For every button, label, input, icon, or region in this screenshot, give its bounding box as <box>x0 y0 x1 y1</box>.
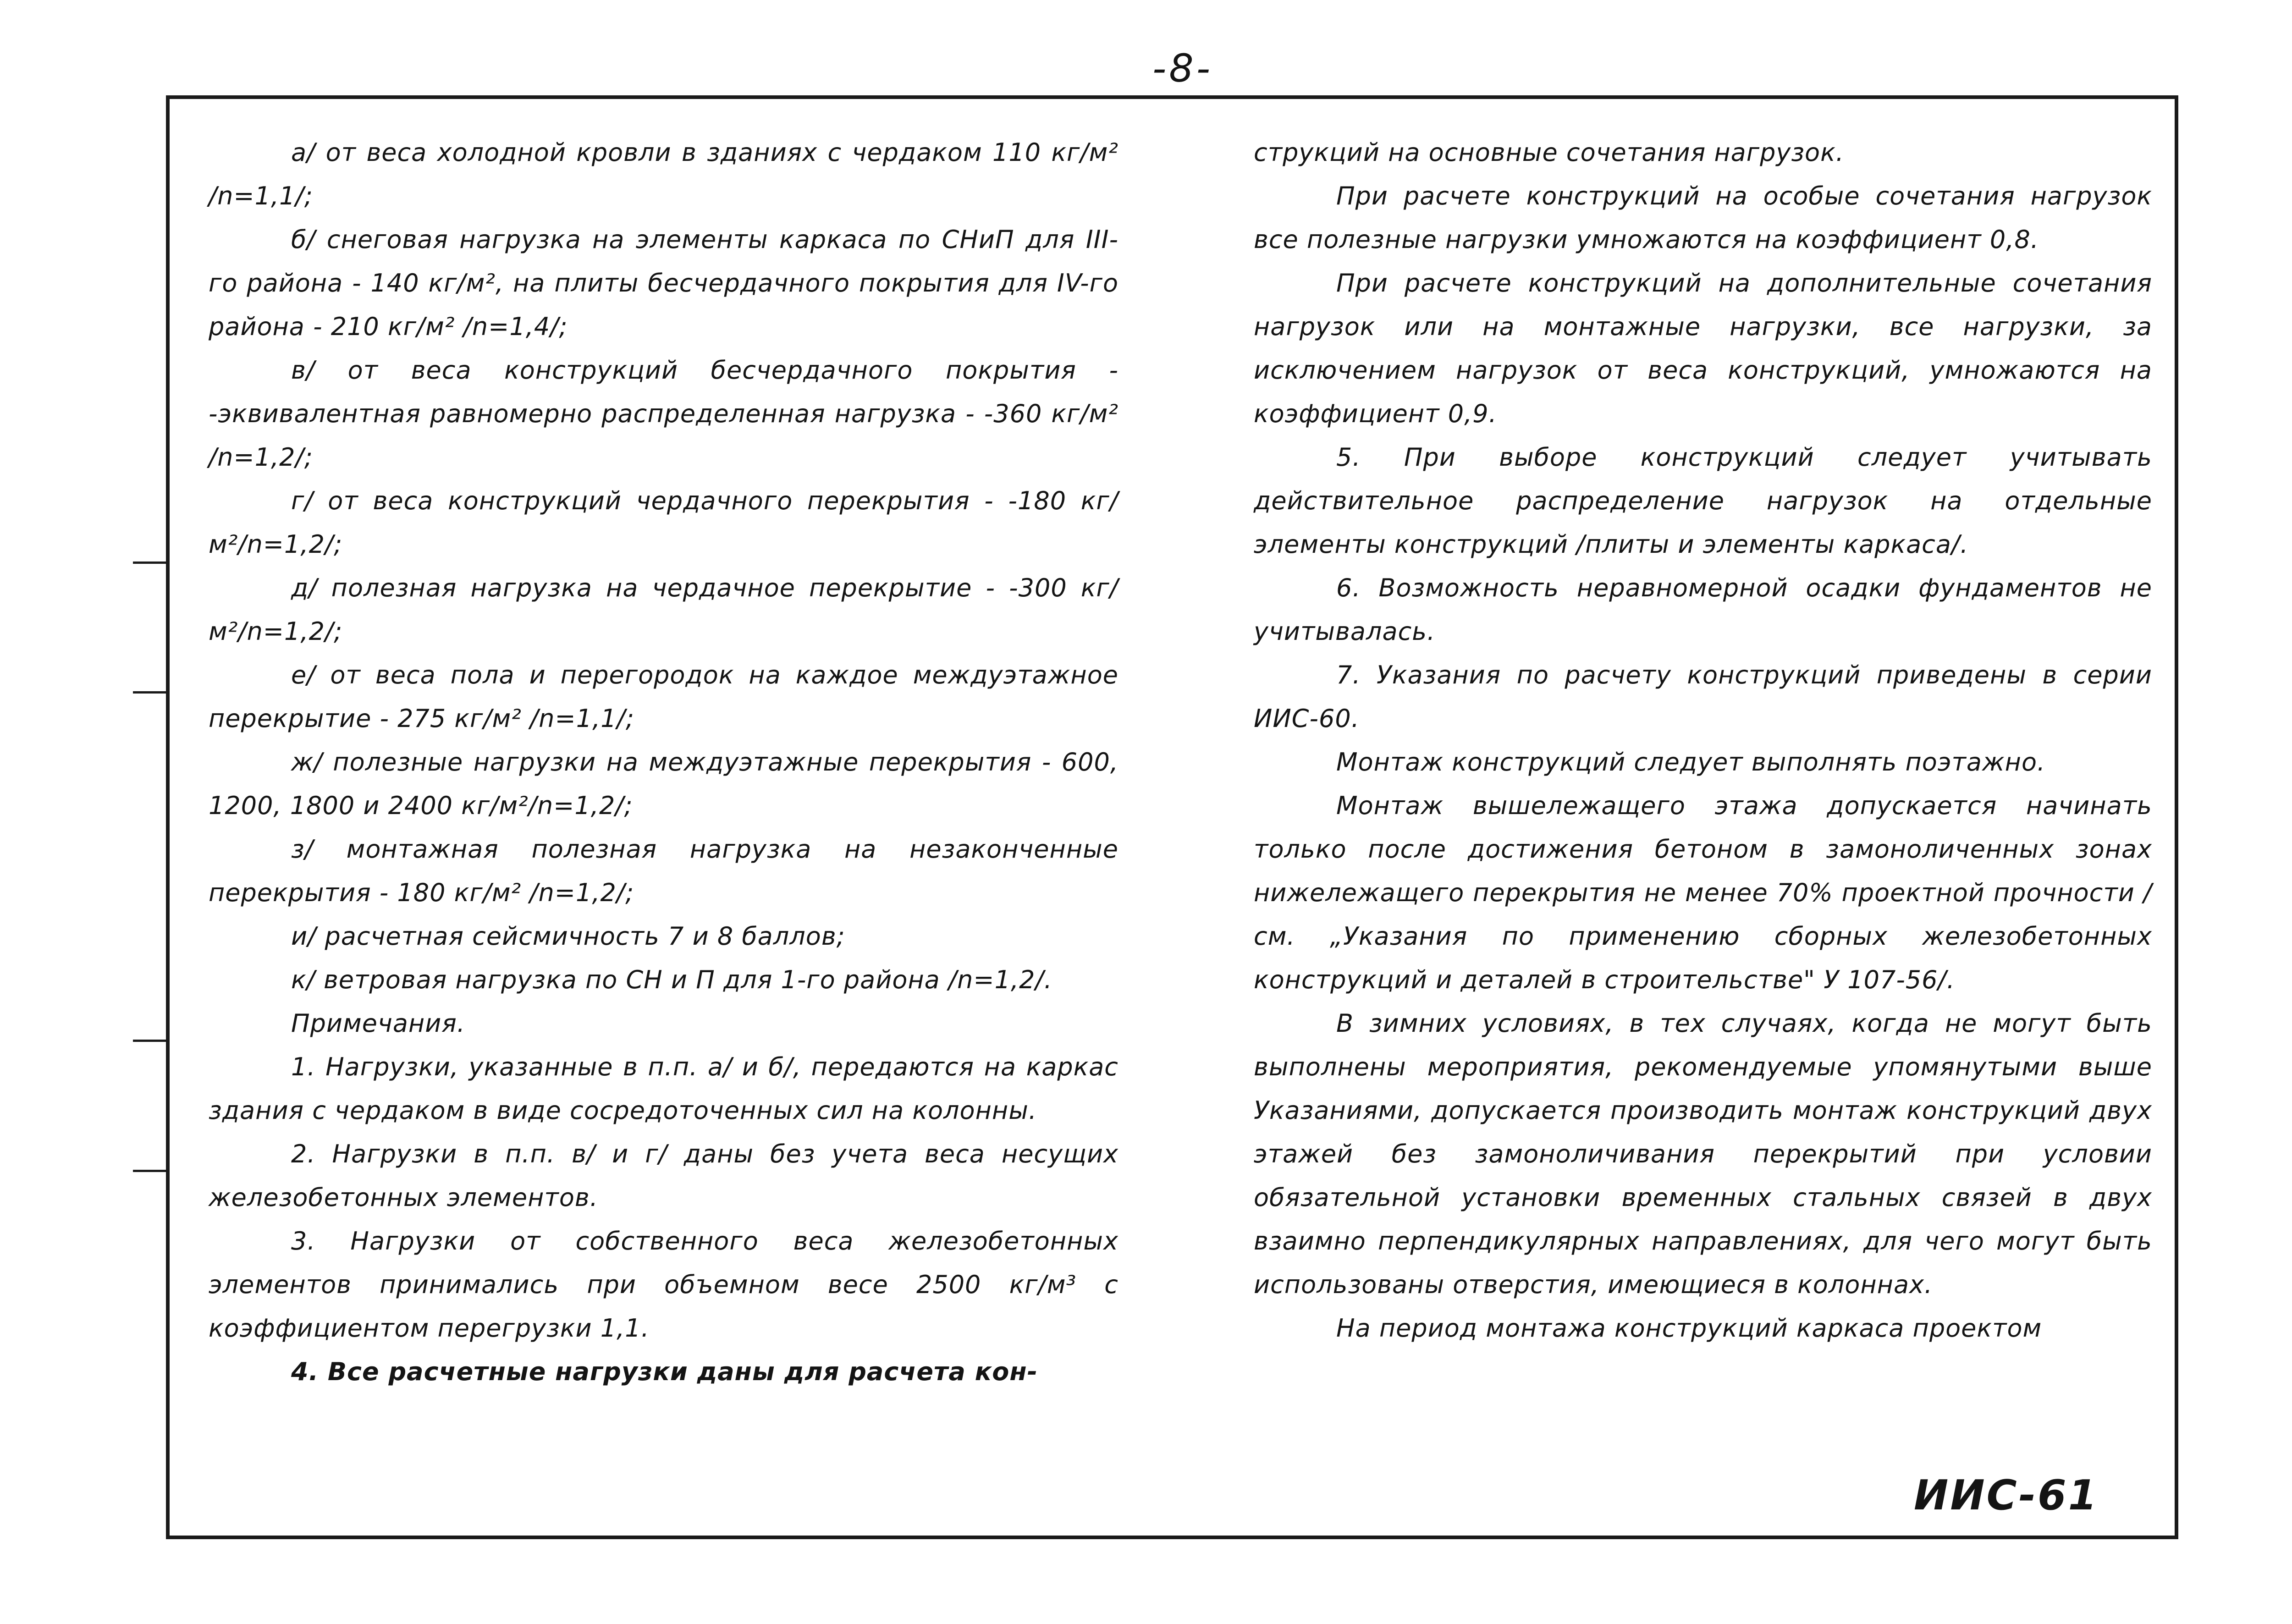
paragraph: В зимних условиях, в тех случаях, когда не могут быть выполнены мероприятия, рекомендуемые упомянутыми выше Указаниями, допускается производить монтаж конструкций двух этажей без замоноличивания перекрытий при условии обязательной установки временных стальных связей в двух взаимно перпендикулярных направлениях, для чего могут быть использованы отверстия, имеющиеся в колоннах. <box>1254 1009 2152 1299</box>
paragraph: ж/ полезные нагрузки на междуэтажные перекрытия - 600, 1200, 1800 и 2400 кг/м²/n=1,2/; <box>209 748 1118 820</box>
paragraph: д/ полезная нагрузка на чердачное перекрытие - -300 кг/м²/n=1,2/; <box>209 573 1118 646</box>
left-text-column <box>209 131 1118 1393</box>
paragraph: к/ ветровая нагрузка по СН и П для 1-го района /n=1,2/. <box>291 965 1052 994</box>
paragraph: При расчете конструкций на особые сочетания нагрузок все полезные нагрузки умножаются на коэффициент 0,8. <box>1254 182 2152 254</box>
paragraph: г/ от веса конструкций чердачного перекрытия - -180 кг/м²/n=1,2/; <box>209 486 1118 559</box>
paragraph: б/ снеговая нагрузка на элементы каркаса по СНиП для III-го района - 140 кг/м², на плиты бесчердачного покрытия для IV-го района - 210 кг/м² /n=1,4/; <box>209 225 1118 341</box>
paragraph: Примечания. <box>291 1009 465 1038</box>
paragraph: 6. Возможность неравномерной осадки фундаментов не учитывалась. <box>1254 573 2152 646</box>
paragraph: и/ расчетная сейсмичность 7 и 8 баллов; <box>291 922 845 951</box>
margin-tick <box>133 1170 166 1172</box>
paragraph: 4. Все расчетные нагрузки даны для расчета кон- <box>291 1357 1038 1386</box>
paragraph: Монтаж вышележащего этажа допускается начинать только после достижения бетоном в замоноличенных зонах нижележащего перекрытия не менее 70% проектной прочности /см. „Указания по применению сборных железобетонных конструкций и деталей в строительстве" У 107-56/. <box>1254 791 2152 994</box>
page-number: -8- <box>1152 46 1213 91</box>
paragraph: е/ от веса пола и перегородок на каждое междуэтажное перекрытие - 275 кг/м² /n=1,1/; <box>209 661 1118 733</box>
paragraph: 5. При выборе конструкций следует учитывать действительное распределение нагрузок на отдельные элементы конструкций /плиты и элементы каркаса/. <box>1254 443 2152 559</box>
paragraph: При расчете конструкций на дополнительные сочетания нагрузок или на монтажные нагрузки, все нагрузки, за исключением нагрузок от веса конструкций, умножаются на коэффициент 0,9. <box>1254 269 2152 428</box>
paragraph: Монтаж конструкций следует выполнять поэтажно. <box>1336 748 2046 776</box>
paragraph: а/ от веса холодной кровли в зданиях с чердаком 110 кг/м² /n=1,1/; <box>209 138 1118 210</box>
series-stamp: ИИС-61 <box>1914 1471 2099 1519</box>
margin-tick <box>133 562 166 564</box>
margin-tick <box>133 1040 166 1042</box>
paragraph: струкций на основные сочетания нагрузок. <box>1254 138 1844 167</box>
paragraph: в/ от веса конструкций бесчердачного покрытия - -эквивалентная равномерно распределенная нагрузка - -360 кг/м² /n=1,2/; <box>209 356 1118 472</box>
paragraph: На период монтажа конструкций каркаса проектом <box>1336 1314 2042 1343</box>
paragraph: з/ монтажная полезная нагрузка на незаконченные перекрытия - 180 кг/м² /n=1,2/; <box>209 835 1118 907</box>
paragraph: 1. Нагрузки, указанные в п.п. а/ и б/, передаются на каркас здания с чердаком в виде сосредоточенных сил на колонны. <box>209 1052 1118 1125</box>
paragraph: 3. Нагрузки от собственного веса железобетонных элементов принимались при объемном весе 2500 кг/м³ с коэффициентом перегрузки 1,1. <box>209 1227 1118 1343</box>
paragraph: 7. Указания по расчету конструкций приведены в серии ИИС-60. <box>1254 661 2152 733</box>
right-text-column <box>1254 131 2152 1350</box>
margin-tick <box>133 691 166 694</box>
paragraph: 2. Нагрузки в п.п. в/ и г/ даны без учета веса несущих железобетонных элементов. <box>209 1140 1118 1212</box>
